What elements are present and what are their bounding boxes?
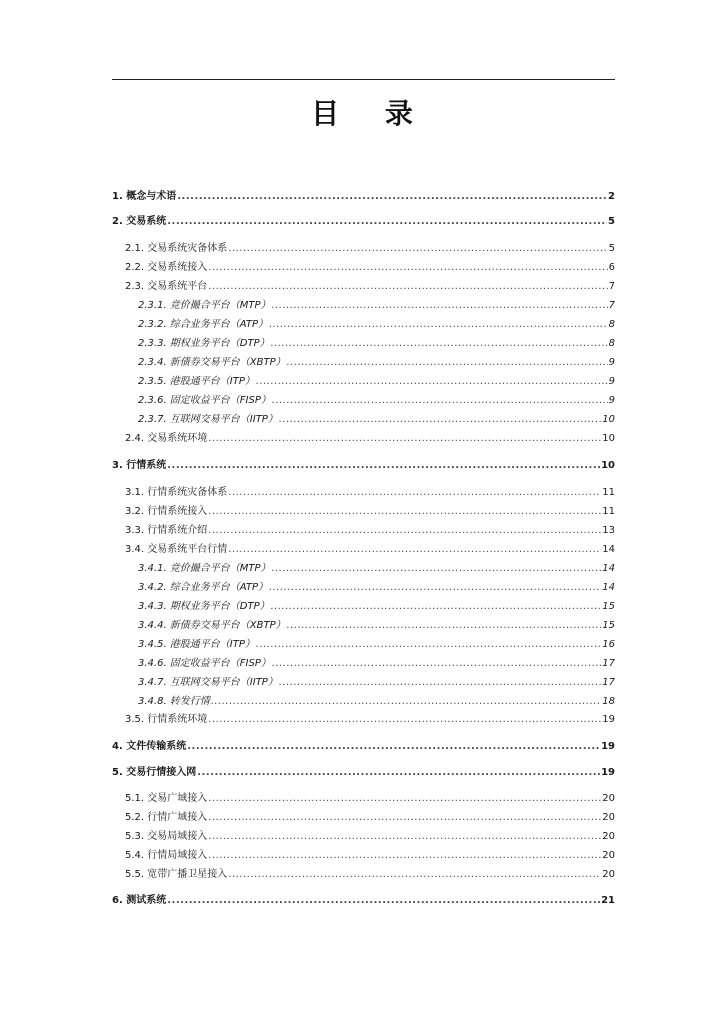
toc-entry[interactable] (112, 318, 615, 331)
toc-dot-leader (228, 543, 601, 556)
toc-entry[interactable] (112, 261, 615, 274)
toc-entry-label: 2.3.6. 固定收益平台（FISP） (138, 395, 271, 406)
toc-entry-label: 2.3.4. 新债券交易平台（XBTP） (138, 357, 286, 368)
toc-entry[interactable] (112, 792, 615, 805)
toc-entry[interactable] (112, 242, 615, 255)
toc-dot-leader (208, 830, 601, 843)
toc-page-number: 18 (602, 696, 615, 707)
toc-entry-label: 5.2. 行情广域接入 (125, 812, 208, 823)
toc-dot-leader (208, 811, 601, 824)
toc-entry-label: 3.4.7. 互联网交易平台（IITP） (138, 677, 278, 688)
toc-page-number: 10 (602, 433, 615, 444)
toc-page-number: 11 (602, 506, 615, 517)
toc-entry-label: 3.4.3. 期权业务平台（DTP） (138, 601, 270, 612)
toc-dot-leader (272, 562, 602, 575)
toc-dot-leader (167, 215, 607, 228)
toc-dot-leader (208, 261, 607, 274)
toc-entry[interactable] (112, 695, 615, 708)
toc-page-number: 9 (608, 357, 615, 368)
toc-page-number: 9 (608, 395, 615, 406)
toc-page-number: 19 (602, 714, 615, 725)
toc-dot-leader (271, 337, 608, 350)
toc-entry[interactable] (112, 375, 615, 388)
toc-dot-leader (197, 766, 600, 779)
toc-dot-leader (279, 676, 601, 689)
toc-entry-label: 3.2. 行情系统接入 (125, 506, 208, 517)
toc-dot-leader (279, 413, 601, 426)
toc-entry[interactable] (112, 619, 615, 632)
toc-entry[interactable] (112, 638, 615, 651)
toc-page-number: 20 (602, 812, 615, 823)
toc-page-number: 15 (602, 620, 615, 631)
toc-entry[interactable] (112, 190, 615, 203)
toc-entry[interactable] (112, 459, 615, 472)
page-title: 目 录 (311, 97, 431, 130)
toc-entry[interactable] (112, 299, 615, 312)
toc-dot-leader (208, 849, 601, 862)
toc-dot-leader (271, 600, 602, 613)
toc-page-number: 2 (608, 191, 615, 202)
toc-entry[interactable] (112, 740, 615, 753)
toc-dot-leader (287, 356, 608, 369)
toc-page-number: 10 (601, 460, 615, 471)
toc-entry-label: 3.4.2. 综合业务平台（ATP） (138, 582, 269, 593)
toc-entry[interactable] (112, 394, 615, 407)
toc-entry-label: 5.5. 宽带广播卫星接入 (125, 869, 228, 880)
toc-page-number: 5 (608, 216, 615, 227)
header-rule (112, 79, 615, 80)
toc-page-number: 14 (602, 563, 615, 574)
toc-dot-leader (208, 713, 601, 726)
toc-page-number: 17 (602, 658, 615, 669)
toc-dot-leader (256, 638, 601, 651)
toc-dot-leader (167, 459, 600, 472)
toc-dot-leader (272, 657, 601, 670)
toc-page-number: 19 (601, 741, 615, 752)
toc-entry-label: 3. 行情系统 (112, 460, 167, 471)
toc-page-number: 8 (608, 338, 615, 349)
toc-entry-label: 2.3.7. 互联网交易平台（IITP） (138, 414, 278, 425)
toc-entry[interactable] (112, 868, 615, 881)
toc-entry[interactable] (112, 280, 615, 293)
toc-entry-label: 2.3.3. 期权业务平台（DTP） (138, 338, 270, 349)
toc-dot-leader (269, 318, 608, 331)
toc-entry-label: 6. 测试系统 (112, 895, 167, 906)
toc-entry-label: 3.4.8. 转发行情 (138, 696, 210, 707)
toc-page-number: 9 (608, 376, 615, 387)
toc-entry[interactable] (112, 766, 615, 779)
toc-dot-leader (269, 581, 601, 594)
toc-entry[interactable] (112, 486, 615, 499)
toc-entry-label: 5.4. 行情局域接入 (125, 850, 208, 861)
toc-entry[interactable] (112, 432, 615, 445)
toc-dot-leader (211, 695, 601, 708)
toc-page-number: 7 (608, 281, 615, 292)
toc-page-number: 17 (602, 677, 615, 688)
toc-entry[interactable] (112, 562, 615, 575)
toc-entry[interactable] (112, 849, 615, 862)
toc-page-number: 7 (608, 300, 615, 311)
toc-page-number: 19 (601, 767, 615, 778)
toc-entry-label: 5.1. 交易广域接入 (125, 793, 208, 804)
toc-page-number: 6 (608, 262, 615, 273)
toc-dot-leader (208, 792, 601, 805)
toc-page-number: 8 (608, 319, 615, 330)
toc-dot-leader (228, 868, 601, 881)
toc-entry-label: 2.2. 交易系统接入 (125, 262, 208, 273)
toc-entry[interactable] (112, 713, 615, 726)
toc-entry-label: 2. 交易系统 (112, 216, 167, 227)
toc-dot-leader (228, 486, 601, 499)
toc-dot-leader (272, 394, 608, 407)
toc-entry-label: 3.4.6. 固定收益平台（FISP） (138, 658, 271, 669)
toc-page-number: 16 (602, 639, 615, 650)
toc-page-number: 13 (602, 525, 615, 536)
toc-dot-leader (208, 280, 607, 293)
toc-entry[interactable] (112, 894, 615, 907)
toc-entry[interactable] (112, 337, 615, 350)
toc-entry-label: 3.5. 行情系统环境 (125, 714, 208, 725)
toc-dot-leader (187, 740, 600, 753)
toc-entry[interactable] (112, 505, 615, 518)
toc-page-number: 10 (602, 414, 615, 425)
toc-dot-leader (208, 524, 601, 537)
toc-entry-label: 1. 概念与术语 (112, 191, 177, 202)
toc-page-number: 14 (602, 544, 615, 555)
toc-entry[interactable] (112, 413, 615, 426)
toc-entry[interactable] (112, 356, 615, 369)
toc-entry-label: 2.3. 交易系统平台 (125, 281, 208, 292)
toc-page-number: 5 (608, 243, 615, 254)
toc-page-number: 15 (602, 601, 615, 612)
toc-entry-label: 3.4.5. 港股通平台（ITP） (138, 639, 255, 650)
toc-entry-label: 3.1. 行情系统灾备体系 (125, 487, 228, 498)
toc-dot-leader (272, 299, 608, 312)
toc-entry-label: 3.4.4. 新债券交易平台（XBTP） (138, 620, 286, 631)
toc-page-number: 20 (602, 869, 615, 880)
toc-entry[interactable] (112, 830, 615, 843)
toc-page-number: 20 (602, 831, 615, 842)
toc-page-number: 11 (602, 487, 615, 498)
toc-entry-label: 4. 文件传输系统 (112, 741, 187, 752)
toc-dot-leader (256, 375, 608, 388)
toc-page-number: 20 (602, 793, 615, 804)
toc-entry-label: 5. 交易行情接入网 (112, 767, 197, 778)
toc-dot-leader (208, 432, 601, 445)
toc-page-number: 21 (601, 895, 615, 906)
toc-entry[interactable] (112, 215, 615, 228)
toc-page-number: 14 (602, 582, 615, 593)
toc-dot-leader (167, 894, 600, 907)
toc-entry-label: 2.3.5. 港股通平台（ITP） (138, 376, 255, 387)
toc-entry[interactable] (112, 524, 615, 537)
toc-entry[interactable] (112, 811, 615, 824)
toc-entry-label: 3.4. 交易系统平台行情 (125, 544, 228, 555)
toc-entry[interactable] (112, 600, 615, 613)
toc-dot-leader (287, 619, 602, 632)
toc-entry-label: 3.4.1. 竞价撮合平台（MTP） (138, 563, 271, 574)
toc-entry[interactable] (112, 581, 615, 594)
toc-dot-leader (177, 190, 607, 203)
toc-entry[interactable] (112, 657, 615, 670)
toc-dot-leader (208, 505, 601, 518)
toc-dot-leader (228, 242, 607, 255)
toc-entry[interactable] (112, 676, 615, 689)
toc-entry-label: 2.4. 交易系统环境 (125, 433, 208, 444)
toc-entry-label: 2.1. 交易系统灾备体系 (125, 243, 228, 254)
toc-entry-label: 2.3.2. 综合业务平台（ATP） (138, 319, 269, 330)
toc-entry-label: 3.3. 行情系统介绍 (125, 525, 208, 536)
toc-entry-label: 2.3.1. 竞价撮合平台（MTP） (138, 300, 271, 311)
toc-entry[interactable] (112, 543, 615, 556)
toc-page-number: 20 (602, 850, 615, 861)
toc-entry-label: 5.3. 交易局域接入 (125, 831, 208, 842)
